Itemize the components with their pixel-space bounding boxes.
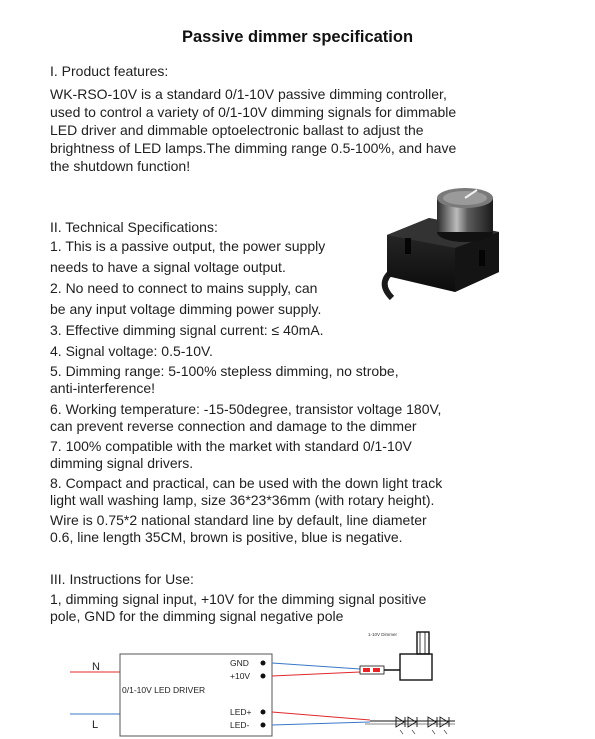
spec-line: 8. Compact and practical, can be used with the down light track [50,475,443,491]
usage-line: 1, dimming signal input, +10V for the dimming signal positive [50,591,427,607]
spec-line: 0.6, line length 35CM, brown is positive, blue is negative. [50,529,403,545]
spec-line: can prevent reverse connection and damage to the dimmer [50,418,417,434]
spec-line: be any input voltage dimming power supply. [50,301,322,317]
l-label: L [92,719,99,731]
plus10v-label: +10V [230,671,251,681]
spec-line: 2. No need to connect to mains supply, can [50,280,318,296]
specs-heading: II. Technical Specifications: [50,219,218,235]
gnd-label: GND [230,658,249,668]
dimmer-product-photo [367,180,505,303]
spec-line: 5. Dimming range: 5-100% stepless dimming, no strobe, [50,363,399,379]
driver-label: 0/1-10V LED DRIVER [122,685,206,695]
dimmer-box [400,654,432,680]
led-string-icon [396,717,449,727]
usage-line: pole, GND for the dimming signal negative pole [50,608,344,624]
usage-heading: III. Instructions for Use: [50,571,194,587]
features-paragraph: WK-RSO-10V is a standard 0/1-10V passive dimming controller, used to control a variety of 0/1-10V dimming signals for dimmable LED driver and dimmable optoelectronic ballast to adjust the brightness of LED lamps.The dimming range 0.5-100%, and have the shutdown function! [50,86,457,174]
dimmer-knob [417,632,429,654]
spec-line: Wire is 0.75*2 national standard line by default, line diameter [50,512,427,528]
spec-line: 6. Working temperature: -15-50degree, transistor voltage 180V, [50,401,442,417]
n-label: N [92,661,100,673]
spec-line: 1. This is a passive output, the power supply [50,238,326,254]
spec-line: needs to have a signal voltage output. [50,259,286,275]
dimmer-label: 1-10V Dimmer [368,632,398,637]
spec-line: 4. Signal voltage: 0.5-10V. [50,343,213,359]
spec-line: anti-interference! [50,380,156,396]
spec-line: 7. 100% compatible with the market with standard 0/1-10V [50,438,412,454]
ledm-label: LED- [230,720,250,730]
spec-line: dimming signal drivers. [50,455,194,471]
spec-line: light wall washing lamp, size 36*23*36mm (with rotary height). [50,492,435,508]
page-title: Passive dimmer specification [181,28,414,46]
ledp-label: LED+ [230,707,252,717]
wiring-diagram [60,624,530,739]
spec-line: 3. Effective dimming signal current: ≤ 40mA. [50,322,324,338]
features-heading: I. Product features: [50,63,169,79]
